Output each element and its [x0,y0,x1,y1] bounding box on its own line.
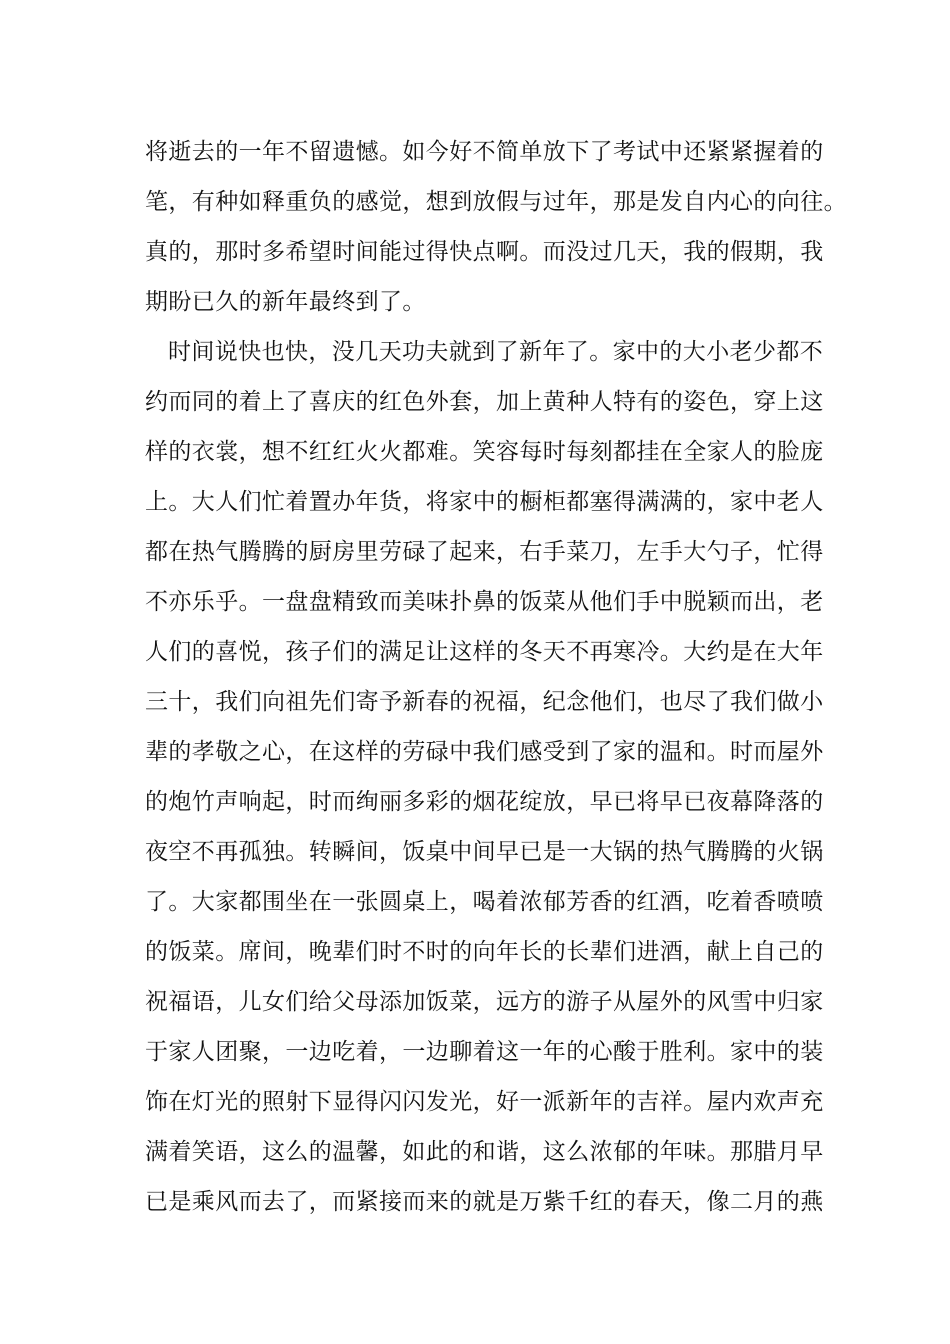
text-line: 的饭菜。席间，晚辈们时不时的向年长的长辈们进酒，献上自己的 [145,939,824,965]
text-line: 都在热气腾腾的厨房里劳碌了起来，右手菜刀，左手大勺子，忙得 [145,539,824,565]
text-line: 三十，我们向祖先们寄予新春的祝福，纪念他们，也尽了我们做小 [145,689,824,715]
text-line: 满着笑语，这么的温馨，如此的和谐，这么浓郁的年味。那腊月早 [145,1139,824,1165]
text-line: 于家人团聚，一边吃着，一边聊着这一年的心酸于胜利。家中的装 [145,1039,824,1065]
text-line: 夜空不再孤独。转瞬间，饭桌中间早已是一大锅的热气腾腾的火锅 [145,839,824,865]
text-line: 已是乘风而去了，而紧接而来的就是万紫千红的春天，像二月的燕 [145,1189,824,1215]
text-line: 辈的孝敬之心，在这样的劳碌中我们感受到了家的温和。时而屋外 [145,739,824,765]
text-line: 的炮竹声响起，时而绚丽多彩的烟花绽放，早已将早已夜幕降落的 [145,789,824,815]
text-line: 笔，有种如释重负的感觉，想到放假与过年，那是发自内心的向往。 [145,189,847,215]
text-line: 人们的喜悦，孩子们的满足让这样的冬天不再寒冷。大约是在大年 [145,639,824,665]
text-line: 饰在灯光的照射下显得闪闪发光，好一派新年的吉祥。屋内欢声充 [145,1089,824,1115]
text-line: 不亦乐乎。一盘盘精致而美味扑鼻的饭菜从他们手中脱颖而出，老 [145,589,824,615]
text-line: 约而同的着上了喜庆的红色外套，加上黄种人特有的姿色，穿上这 [145,389,824,415]
text-line: 将逝去的一年不留遗憾。如今好不简单放下了考试中还紧紧握着的 [145,139,824,165]
text-line: 真的，那时多希望时间能过得快点啊。而没过几天，我的假期，我 [145,239,824,265]
text-line: 祝福语，儿女们给父母添加饭菜，远方的游子从屋外的风雪中归家 [145,989,824,1015]
text-line: 了。大家都围坐在一张圆桌上，喝着浓郁芳香的红酒，吃着香喷喷 [145,889,824,915]
text-line: 样的衣裳，想不红红火火都难。笑容每时每刻都挂在全家人的脸庞 [145,439,824,465]
text-line: 期盼已久的新年最终到了。 [145,289,426,315]
paragraph-first-line: 时间说快也快，没几天功夫就到了新年了。家中的大小老少都不 [168,339,824,365]
text-line: 上。大人们忙着置办年货，将家中的橱柜都塞得满满的，家中老人 [145,489,824,515]
